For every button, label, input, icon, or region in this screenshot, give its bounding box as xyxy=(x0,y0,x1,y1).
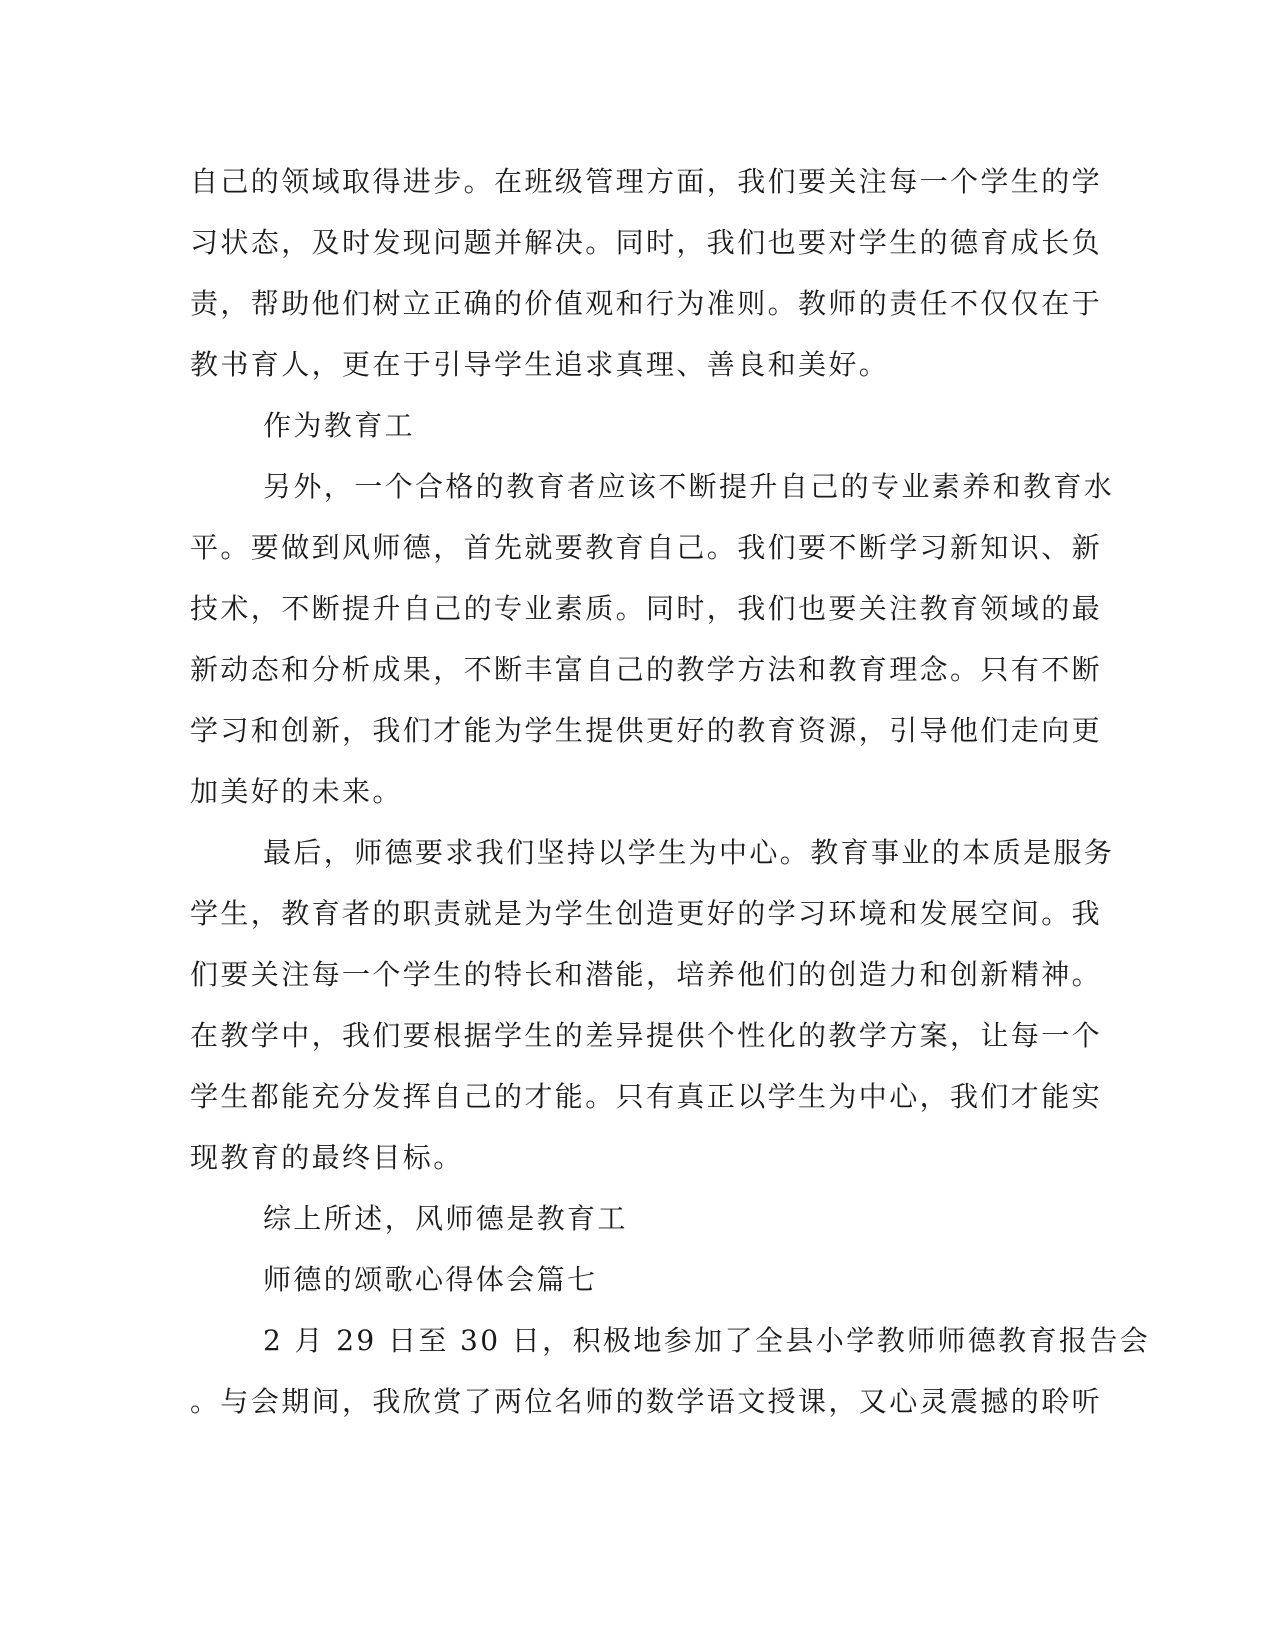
text-line: 综上所述，风师德是教育工 xyxy=(263,1202,628,1235)
text-line: 作为教育工 xyxy=(263,409,416,442)
text-line: 技术，不断提升自己的专业素质。同时，我们也要关注教育领域的最 xyxy=(190,592,1103,625)
document-body xyxy=(190,151,1151,1432)
text-line: 加美好的未来。 xyxy=(190,775,403,808)
text-line: 平。要做到风师德，首先就要教育自己。我们要不断学习新知识、新 xyxy=(190,531,1103,564)
text-line: 学生都能充分发挥自己的才能。只有真正以学生为中心，我们才能实 xyxy=(190,1080,1103,1113)
text-line: 习状态，及时发现问题并解决。同时，我们也要对学生的德育成长负 xyxy=(190,226,1103,259)
text-line: 学生，教育者的职责就是为学生创造更好的学习环境和发展空间。我 xyxy=(190,897,1103,930)
text-line: 现教育的最终目标。 xyxy=(190,1141,464,1174)
text-line: 责，帮助他们树立正确的价值观和行为准则。教师的责任不仅仅在于 xyxy=(190,287,1103,320)
text-line: 新动态和分析成果，不断丰富自己的教学方法和教育理念。只有不断 xyxy=(190,653,1103,686)
text-line: 另外，一个合格的教育者应该不断提升自己的专业素养和教育水 xyxy=(263,470,1115,503)
text-line: 。与会期间，我欣赏了两位名师的数学语文授课，又心灵震撼的聆听 xyxy=(190,1385,1103,1418)
text-line: 师德的颂歌心得体会篇七 xyxy=(263,1263,598,1296)
text-line: 学习和创新，我们才能为学生提供更好的教育资源，引导他们走向更 xyxy=(190,714,1103,747)
text-line: 自己的领域取得进步。在班级管理方面，我们要关注每一个学生的学 xyxy=(190,165,1103,198)
text-line: 教书育人，更在于引导学生追求真理、善良和美好。 xyxy=(190,348,890,381)
text-line: 在教学中，我们要根据学生的差异提供个性化的教学方案，让每一个 xyxy=(190,1019,1103,1052)
text-line: 最后，师德要求我们坚持以学生为中心。教育事业的本质是服务 xyxy=(263,836,1115,869)
text-line: 2 月 29 日至 30 日，积极地参加了全县小学教师师德教育报告会 xyxy=(263,1324,1151,1357)
text-line: 们要关注每一个学生的特长和潜能，培养他们的创造力和创新精神。 xyxy=(190,958,1103,991)
